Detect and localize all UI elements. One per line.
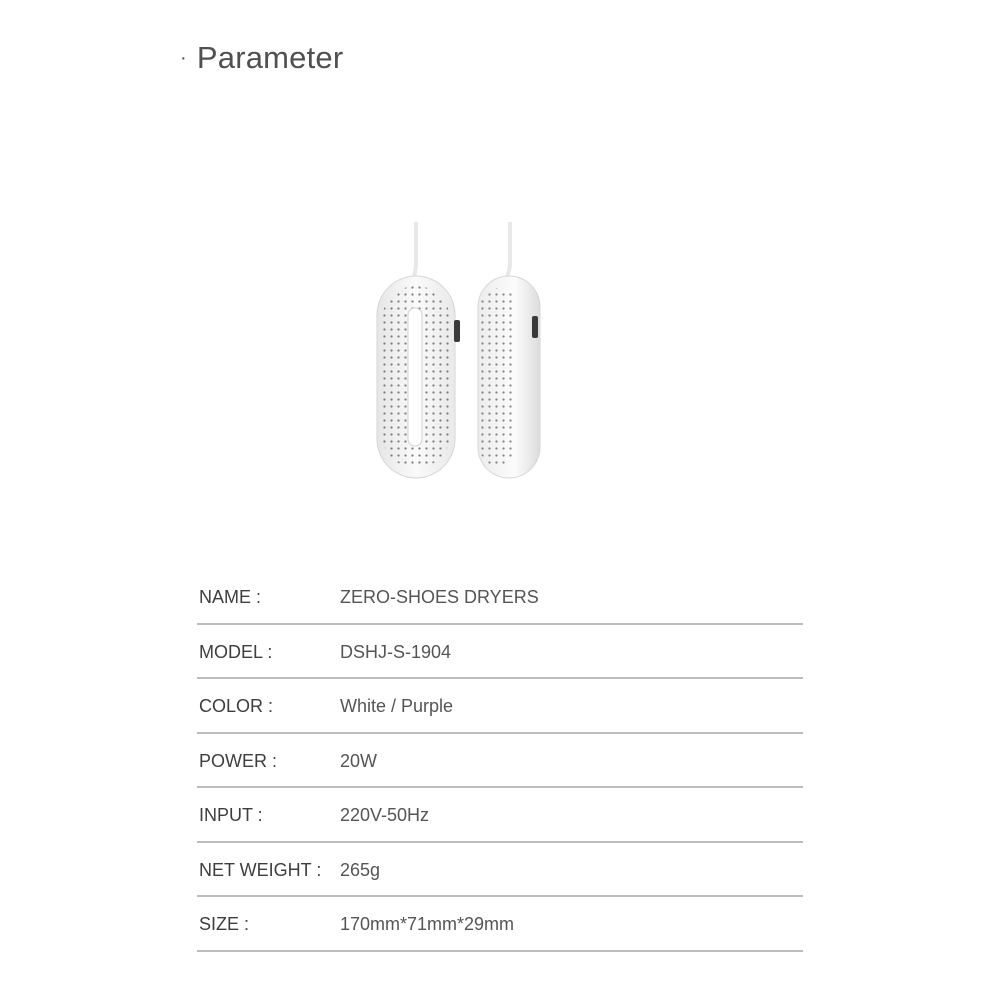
spec-row-model <box>197 625 803 680</box>
spec-label: COLOR : <box>199 696 274 716</box>
spec-row-net-weight <box>197 843 803 898</box>
spec-value: 220V-50Hz <box>340 805 430 825</box>
spec-row-input <box>197 788 803 843</box>
title-text: Parameter <box>196 40 344 75</box>
spec-row-size <box>197 897 803 952</box>
spec-row-power <box>197 734 803 789</box>
spec-value: 170mm*71mm*29mm <box>340 914 515 934</box>
spec-label: INPUT : <box>199 805 263 825</box>
spec-value: White / Purple <box>340 696 454 716</box>
left-dryer-switch <box>454 320 460 342</box>
spec-table <box>197 570 803 952</box>
right-dryer-unit <box>478 276 540 478</box>
spec-row-color <box>197 679 803 734</box>
spec-value: 20W <box>340 750 378 771</box>
page-title <box>180 40 343 76</box>
shoe-dryer-pair-image <box>360 200 580 500</box>
spec-label: MODEL : <box>199 641 273 662</box>
spec-value: ZERO-SHOES DRYERS <box>340 587 539 607</box>
left-dryer-unit <box>377 276 460 478</box>
right-dryer-switch <box>532 316 538 338</box>
spec-label: SIZE : <box>199 914 250 934</box>
spec-label: NET WEIGHT : <box>199 859 322 880</box>
spec-label: POWER : <box>199 750 278 771</box>
spec-label: NAME : <box>199 587 262 607</box>
spec-value: DSHJ-S-1904 <box>340 641 452 662</box>
left-power-cord <box>412 222 416 280</box>
spec-value: 265g <box>340 859 381 880</box>
right-power-cord <box>506 222 510 278</box>
spec-row-name <box>197 570 803 625</box>
title-bullet: · <box>180 47 187 69</box>
